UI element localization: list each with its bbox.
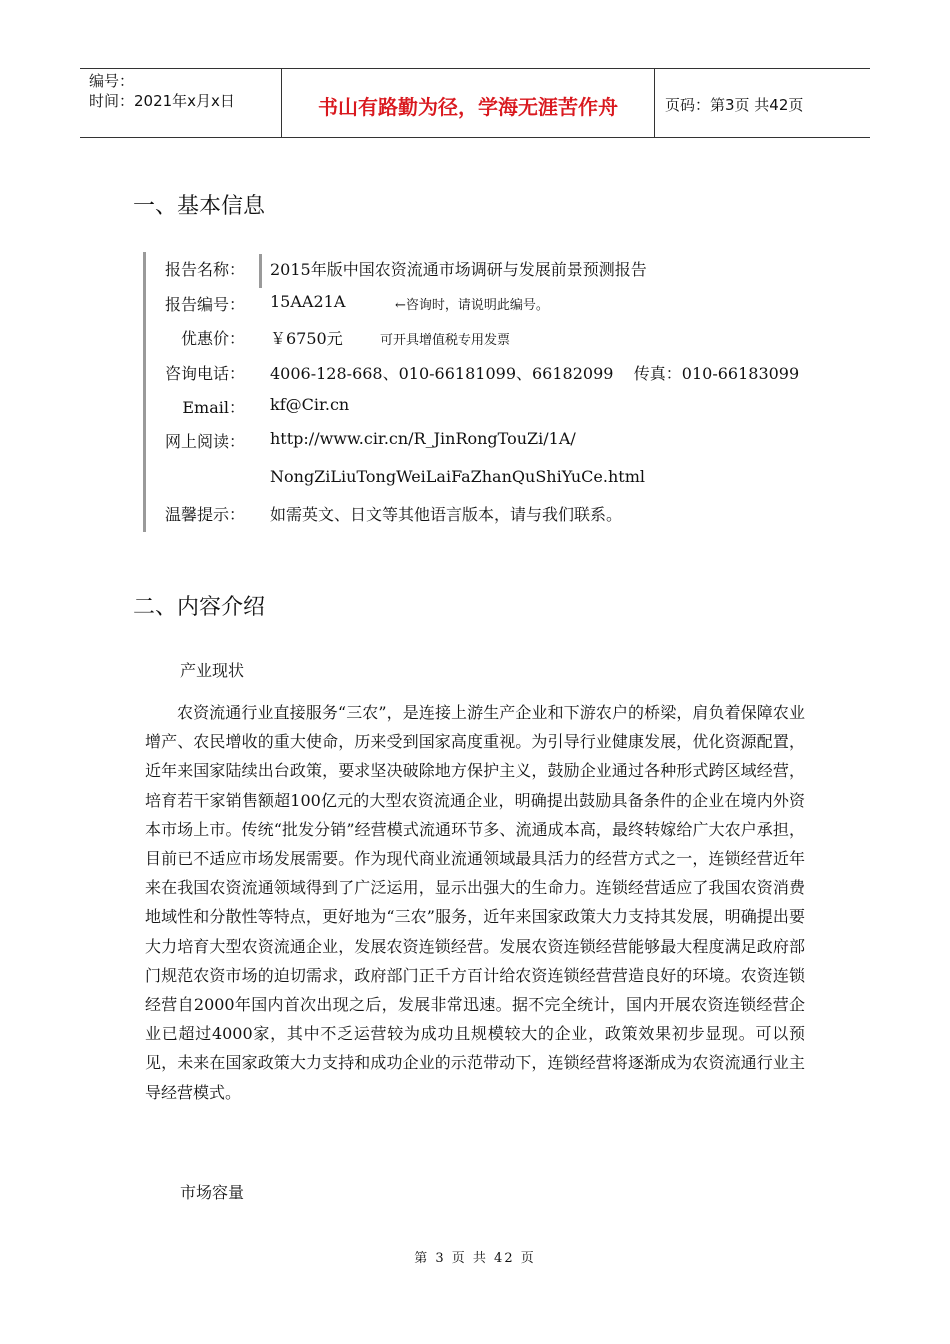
info-label: Email：	[182, 398, 245, 417]
info-label: 网上阅读：	[164, 432, 245, 451]
info-row-url	[160, 429, 860, 455]
body-paragraph: 农资流通行业直接服务“三农”，是连接上游生产企业和下游农户的桥梁，肩负着保障农业增产、农民增收的重大使命，历来受到国家高度重视。为引导行业健康发展，优化资源配置，近年来国家陆续出台政策，要求坚决破除地方保护主义，鼓励企业通过各种形式跨区域经营，培育若干家销售额超100亿元的大型农资流通企业，明确提出鼓励具备条件的企业在境内外资本市场上市。传统“批发分销”经营模式流通环节多、流通成本高，最终转嫁给广大农户承担，目前已不适应市场发展需要。作为现代商业流通领域最具活力的经营方式之一，连锁经营近年来在我国农资流通领域得到了广泛运用，显示出强大的生命力。连锁经营适应了我国农资消费地域性和分散性等特点，更好地为“三农”服务，近年来国家政策大力支持其发展，明确提出要大力培育大型农资流通企业，发展农资连锁经营。发展农资连锁经营能够最大程度满足政府部门规范农资市场的迫切需求，政府部门正千方百计给农资连锁经营营造良好的环境。农资连锁经营自2000年国内首次出现之后，发展非常迅速。据不完全统计，国内开展农资连锁经营企业已超过4000家，其中不乏运营较为成功且规模较大的企业，政策效果初步显现。可以预见，未来在国家政策大力支持和成功企业的示范带动下，连锁经营将逐渐成为农资流通行业主导经营模式。	[145, 703, 805, 1102]
subheading-industry-status: 产业现状	[180, 661, 245, 680]
info-row-name	[160, 257, 860, 283]
page-header	[80, 68, 870, 138]
url-link[interactable]: http://www.cir.cn/R_JinRongTouZi/1A/	[270, 429, 576, 448]
info-note: 可开具增值税专用发票	[380, 333, 511, 348]
url-link-cont[interactable]: NongZiLiuTongWeiLaiFaZhanQuShiYuCe.html	[270, 467, 645, 486]
info-label: 优惠价：	[180, 329, 245, 348]
info-value: 15AA21A	[270, 292, 346, 311]
info-value: 如需英文、日文等其他语言版本，请与我们联系。	[270, 505, 623, 524]
info-row-url-cont	[160, 467, 860, 493]
info-label: 报告名称：	[164, 260, 245, 279]
page-footer: 第 3 页 共 42 页	[414, 1251, 536, 1266]
header-meta	[80, 69, 282, 137]
info-note: ←咨询时，请说明此编号。	[395, 298, 549, 313]
info-row-tip	[160, 502, 860, 528]
info-value: 2015年版中国农资流通市场调研与发展前景预测报告	[270, 260, 647, 279]
section-title-basic-info: 一、基本信息	[133, 194, 266, 219]
info-label: 报告编号：	[164, 295, 245, 314]
info-row-price	[160, 326, 860, 352]
header-page-info: 页码：第3页 共42页	[665, 95, 804, 114]
info-row-code	[160, 292, 860, 318]
subheading-market-capacity: 市场容量	[180, 1183, 245, 1202]
header-time: 时间：2021年x月x日	[89, 92, 235, 110]
section-title-content: 二、内容介绍	[133, 595, 266, 620]
info-row-email	[160, 395, 860, 421]
info-value: ￥6750元	[270, 329, 343, 348]
info-value: 4006-128-668、010-66181099、66182099 传真：010-66183099	[270, 364, 800, 383]
info-label: 温馨提示：	[164, 505, 245, 524]
info-label: 咨询电话：	[164, 364, 245, 383]
header-motto: 书山有路勤为径，学海无涯苦作舟	[282, 69, 655, 137]
info-row-phone	[160, 361, 860, 387]
header-code: 编号：	[89, 72, 135, 90]
email-link[interactable]: kf@Cir.cn	[270, 395, 350, 414]
info-left-bar	[143, 252, 146, 532]
